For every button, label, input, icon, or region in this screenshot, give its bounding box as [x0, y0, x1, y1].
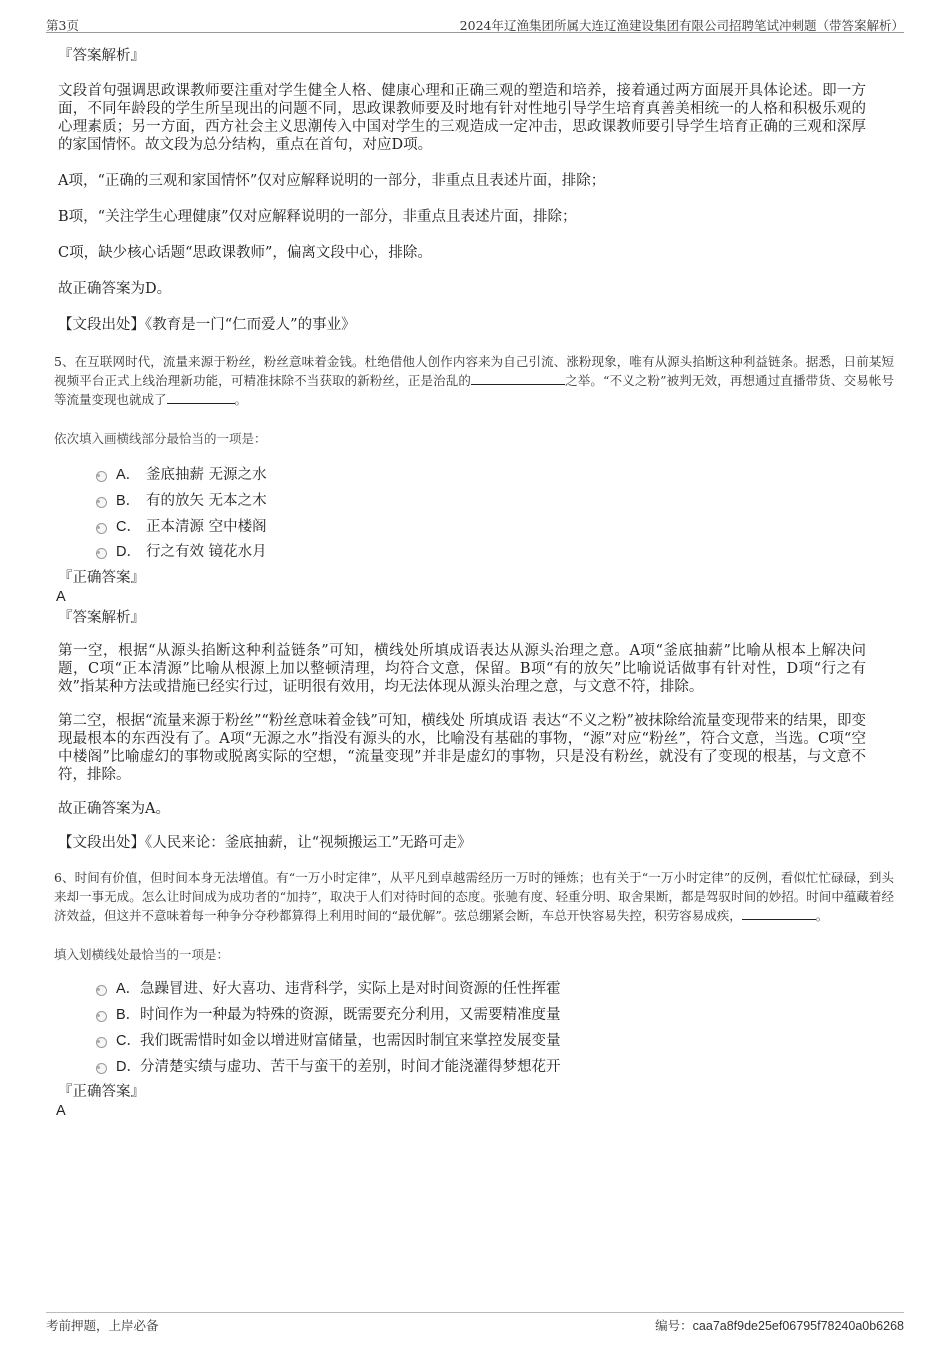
analysis-paragraph: B项，“关注学生心理健康”仅对应解释说明的一部分，非重点且表述片面，排除；	[58, 209, 577, 225]
analysis-paragraph: 文段首句强调思政课教师要注重对学生健全人格、健康心理和正确三观的塑造和培养，接着通过两方面展开具体论述。即一方面，不同年龄段的学生所呈现出的问题不同，思政课教师要及时地有针对性地引导学生培育真善美相统一的人格和积极乐观的心理素质；另一方面，西方社会主义思潮传入中国对学生的三观造成一定冲击，思政课教师要引导学生培育正确的三观和深厚的家国情怀。故文段为总分结构，重点在首句，对应D项。	[58, 83, 866, 153]
option-letter: C．	[116, 1032, 141, 1049]
option-b[interactable]	[58, 1003, 866, 1029]
radio-button[interactable]	[96, 471, 107, 482]
question-text-part: 。	[234, 392, 248, 407]
page-footer	[46, 1312, 904, 1333]
radio-button[interactable]	[96, 1063, 107, 1074]
fill-blank	[742, 907, 816, 920]
option-c[interactable]	[58, 515, 866, 541]
analysis-label: 『答案解析』	[58, 610, 145, 627]
option-text: 时间作为一种最为特殊的资源，既需要充分利用，又需要精准度量	[140, 1006, 561, 1023]
question-text-part: 5、在互联网时代，流量来源于粉丝，粉丝意味着金钱。杜绝借他人创作内容来为自己引流、涨粉现象，唯有从源头掐断这种利益链条。据悉，日前某短视频平台正式上线治理新功能，可精准抹除不当获取的新粉丝，正是治乱的	[54, 354, 894, 388]
option-text: 我们既需惜时如金以增进财富储量，也需因时制宜来掌控发展变量	[140, 1032, 561, 1049]
document-id-label: 编号：	[655, 1318, 693, 1333]
document-id-value: caa7a8f9de25ef06795f78240a0b6268	[692, 1319, 904, 1333]
footer-slogan: 考前押题，上岸必备	[46, 1318, 159, 1333]
option-text: 正本清源 空中楼阁	[146, 518, 267, 535]
analysis-label: 『答案解析』	[58, 48, 145, 64]
question-text-part: 6、时间有价值，但时间本身无法增值。有“一万小时定律”，从平凡到卓越需经历一万时的锤炼；也有关于“一万小时定律”的反例，看似忙忙碌碌，到头来却一事无成。怎么让时间成为成功者的“加持”，取决于人们对待时间的态度。张驰有度、轻重分明、取舍果断，都是驾驭时间的妙招。时间中蕴藏着经济效益，但这并不意味着每一种争分夺秒都算得上利用时间的“最优解”。弦总绷紧会断，车总开快容易失控，积劳容易成疾，	[54, 870, 894, 924]
option-d[interactable]	[58, 540, 866, 566]
correct-answer-label: 『正确答案』	[58, 1084, 145, 1101]
correct-answer: A	[56, 589, 66, 606]
fill-blank	[471, 372, 565, 385]
radio-button[interactable]	[96, 985, 107, 996]
option-letter: A．	[116, 981, 141, 998]
correct-answer: A	[56, 1103, 66, 1120]
page-number: 第3页	[46, 18, 79, 33]
source-citation: 【文段出处】《教育是一门“仁而爱人”的事业》	[58, 317, 356, 333]
document-id	[655, 1316, 904, 1334]
option-text: 分清楚实绩与虚功、苦干与蛮干的差别，时间才能浇灌得梦想花开	[140, 1058, 561, 1075]
radio-button[interactable]	[96, 523, 107, 534]
option-letter: A．	[116, 467, 141, 483]
question-text-part: 。	[815, 908, 829, 924]
option-letter: D．	[116, 544, 141, 561]
analysis-paragraph: 第一空，根据“从源头掐断这种利益链条”可知，横线处所填成语表达从源头治理之意。A项“釜底抽薪”比喻从根本上解决问题，C项“正本清源”比喻从根源上加以整顿清理，均符合文意，保留。B项“有的放矢”比喻说话做事有针对性，D项“行之有效”指某种方法或措施已经实行过，证明很有效用，均无法体现从源头治理之意，与文意不符，排除。	[58, 643, 866, 696]
radio-button[interactable]	[96, 497, 107, 508]
option-text: 有的放矢 无本之木	[146, 492, 267, 509]
page-header	[46, 14, 904, 33]
option-b[interactable]	[58, 489, 866, 515]
option-text: 釜底抽薪 无源之水	[146, 467, 267, 483]
radio-button[interactable]	[96, 1011, 107, 1022]
question-6-text	[54, 868, 894, 925]
analysis-paragraph: C项，缺少核心话题“思政课教师”，偏离文段中心，排除。	[58, 245, 432, 261]
option-a[interactable]	[58, 463, 866, 489]
question-6-options	[58, 977, 866, 1080]
radio-button[interactable]	[96, 1037, 107, 1048]
source-citation: 【文段出处】《人民来论：釜底抽薪，让“视频搬运工”无路可走》	[58, 835, 472, 852]
analysis-paragraph: 第二空，根据“流量来源于粉丝”“粉丝意味着金钱”可知，横线处 所填成语 表达“不义之粉”被抹除给流量变现带来的结果，即变现最根本的东西没有了。A项“无源之水”指没有源头的水，比喻没有基础的事物，“源”对应“粉丝”，符合文意，当选。C项“空中楼阁”比喻虚幻的事物或脱离实际的空想，“流量变现”并非是虚幻的事物，只是没有粉丝，就没有了变现的根基，与文意不符，排除。	[58, 713, 866, 784]
option-c[interactable]	[58, 1029, 866, 1055]
question-5-options	[58, 463, 866, 566]
question-6-prompt: 填入划横线处最恰当的一项是：	[54, 947, 230, 963]
option-letter: D．	[116, 1058, 141, 1075]
radio-button[interactable]	[96, 548, 107, 559]
document-body	[54, 44, 894, 1120]
question-text-part: 之举。“不义之粉”被判无效，再想通过直播带货、交易帐号等流量变现也就成了	[54, 373, 894, 407]
analysis-conclusion: 故正确答案为D。	[58, 281, 172, 297]
option-text: 行之有效 镜花水月	[146, 544, 267, 561]
option-text: 急躁冒进、好大喜功、违背科学，实际上是对时间资源的任性挥霍	[140, 981, 561, 998]
document-title: 2024年辽渔集团所属大连辽渔建设集团有限公司招聘笔试冲刺题（带答案解析）	[459, 18, 904, 33]
option-letter: B．	[116, 1006, 141, 1023]
question-5-prompt: 依次填入画横线部分最恰当的一项是：	[54, 431, 267, 446]
option-letter: B．	[116, 492, 141, 509]
analysis-conclusion: 故正确答案为A。	[58, 801, 170, 818]
fill-blank	[167, 391, 235, 404]
correct-answer-label: 『正确答案』	[58, 570, 145, 587]
option-a[interactable]	[58, 977, 866, 1003]
analysis-paragraph: A项，“正确的三观和家国情怀”仅对应解释说明的一部分，非重点且表述片面，排除；	[58, 173, 606, 189]
question-5-text	[54, 352, 894, 409]
option-letter: C．	[116, 518, 141, 535]
option-d[interactable]	[58, 1055, 866, 1081]
